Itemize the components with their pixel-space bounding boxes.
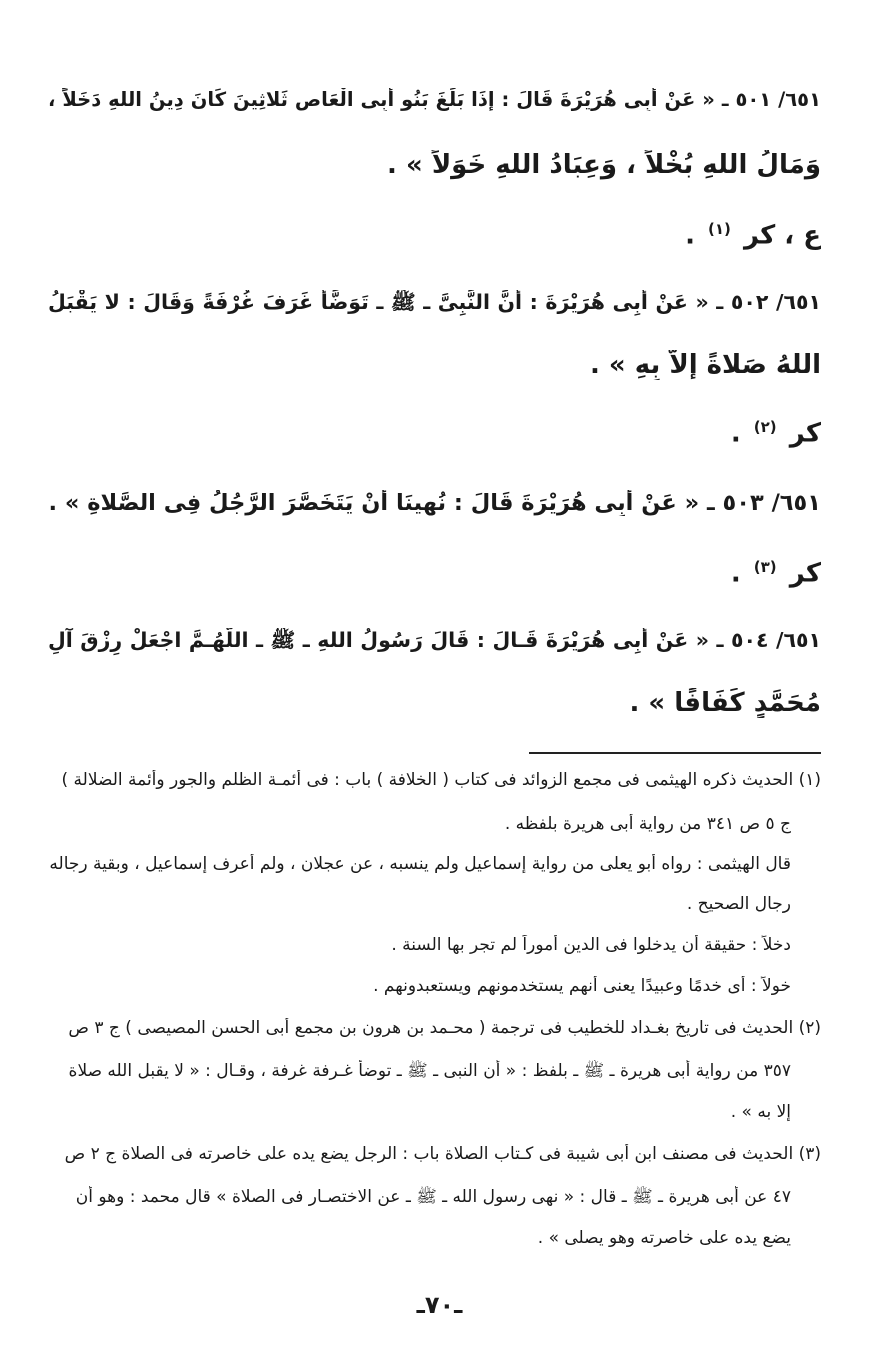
footnote-3-line-3: يضع يده على خاصرته وهو يصلى » .: [537, 1228, 791, 1248]
source-end: .: [730, 418, 741, 449]
hadith-503-line1: ٦٥١/ ٥٠٣ ـ « عَنْ أَبِى هُرَيْرَةَ قَالَ : نُهِينَا أَنْ يَتَخَصَّرَ الرَّجُلُ فِى الصَّلاةِ » .: [48, 490, 821, 516]
page-number: ـ٧٠ـ: [416, 1291, 463, 1319]
footnote-1-line-2: ج ٥ ص ٣٤١ من رواية أبى هريرة بلفظه .: [504, 814, 791, 834]
hadith-501-line1: ٦٥١/ ٥٠١ ـ « عَنْ أَبِى هُرَيْرَةَ قَالَ : إِذَا بَلَغَ بَنُو أَبِى الْعَاصِ ثَلاثِينَ كَانَ دِينُ اللهِ دَخَلاً ،: [48, 88, 821, 111]
source-end: .: [685, 220, 695, 251]
footnote-ref: (١): [708, 220, 731, 238]
footnote-1-line-3: قال الهيثمى : رواه أبو يعلى من رواية إسماعيل ولم ينسبه ، عن عجلان ، ولم أعرف إسماعيل ، وبقية رجاله: [49, 854, 791, 874]
hadith-503-source: [731, 558, 821, 589]
footnote-3-line-2: ٤٧ عن أبى هريرة ـ ﷺ ـ قال : « نهى رسول الله ـ ﷺ ـ عن الاختصـار فى الصلاة » قال محمد : وهو أن: [75, 1187, 791, 1207]
source-text: ع ، كر: [743, 220, 821, 251]
footnote-1-line-6: خولاً : أى خدمًا وعبيدًا يعنى أنهم يستخدمونهم ويستعبدونهم .: [373, 976, 791, 996]
source-text: كر: [789, 558, 821, 589]
hadith-502-source: [731, 418, 821, 449]
hadith-504-line1: ٦٥١/ ٥٠٤ ـ « عَنْ أَبِى هُرَيْرَةَ قَـالَ : قَالَ رَسُولُ اللهِ ـ ﷺ ـ اللَّهُـمَّ اجْعَلْ رِزْقَ آلِ: [48, 628, 821, 652]
footnote-2-line-2: ٣٥٧ من رواية أبى هريرة ـ ﷺ ـ بلفظ : « أن النبى ـ ﷺ ـ توضأ غـرفة غرفة ، وقـال : « لا يقبل الله صلاة: [68, 1061, 791, 1081]
footnote-ref: (٣): [753, 558, 777, 576]
hadith-502-line1: ٦٥١/ ٥٠٢ ـ « عَنْ أَبِى هُرَيْرَةَ : أَنَّ النَّبِىَّ ـ ﷺ ـ تَوَضَّأَ غَرَفَ غُرْفَةً وَقَالَ : لا يَقْبَلُ: [48, 290, 821, 314]
footnote-ref: (٢): [753, 418, 777, 436]
hadith-502-line2: اللهُ صَلاةً إِلاَّ بِهِ » .: [589, 350, 821, 380]
footnote-divider: [529, 752, 821, 754]
footnote-2-line-1: (٢) الحديث فى تاريخ بغـداد للخطيب فى ترجمة ( محـمد بن هرون بن مجمع أبى الحسن المصيصى ) ج ٣ ص: [68, 1018, 821, 1038]
footnote-1-line-5: دخلاً : حقيقة أن يدخلوا فى الدين أموراً لم تجر بها السنة .: [391, 935, 791, 955]
hadith-504-line2: مُحَمَّدٍ كَفَافًا » .: [629, 688, 821, 718]
footnote-3-line-1: (٣) الحديث فى مصنف ابن أبى شيبة فى كـتاب الصلاة باب : الرجل يضع يده على خاصرته فى الصلاة ج ٢ ص: [64, 1144, 821, 1164]
source-end: .: [730, 558, 741, 589]
hadith-501-source: [685, 220, 821, 251]
footnote-1-line-4: رجال الصحيح .: [686, 894, 791, 914]
footnote-2-line-3: إلا به » .: [730, 1102, 791, 1122]
footnote-1-line-1: (١) الحديث ذكره الهيثمى فى مجمع الزوائد فى كتاب ( الخلافة ) باب : فى أئمـة الظلم والجور وأئمة الضلالة ): [61, 770, 821, 790]
hadith-501-line2: وَمَالُ اللهِ بُخْلاً ، وَعِبَادُ اللهِ خَوَلاً » .: [387, 150, 821, 180]
source-text: كر: [789, 418, 821, 449]
